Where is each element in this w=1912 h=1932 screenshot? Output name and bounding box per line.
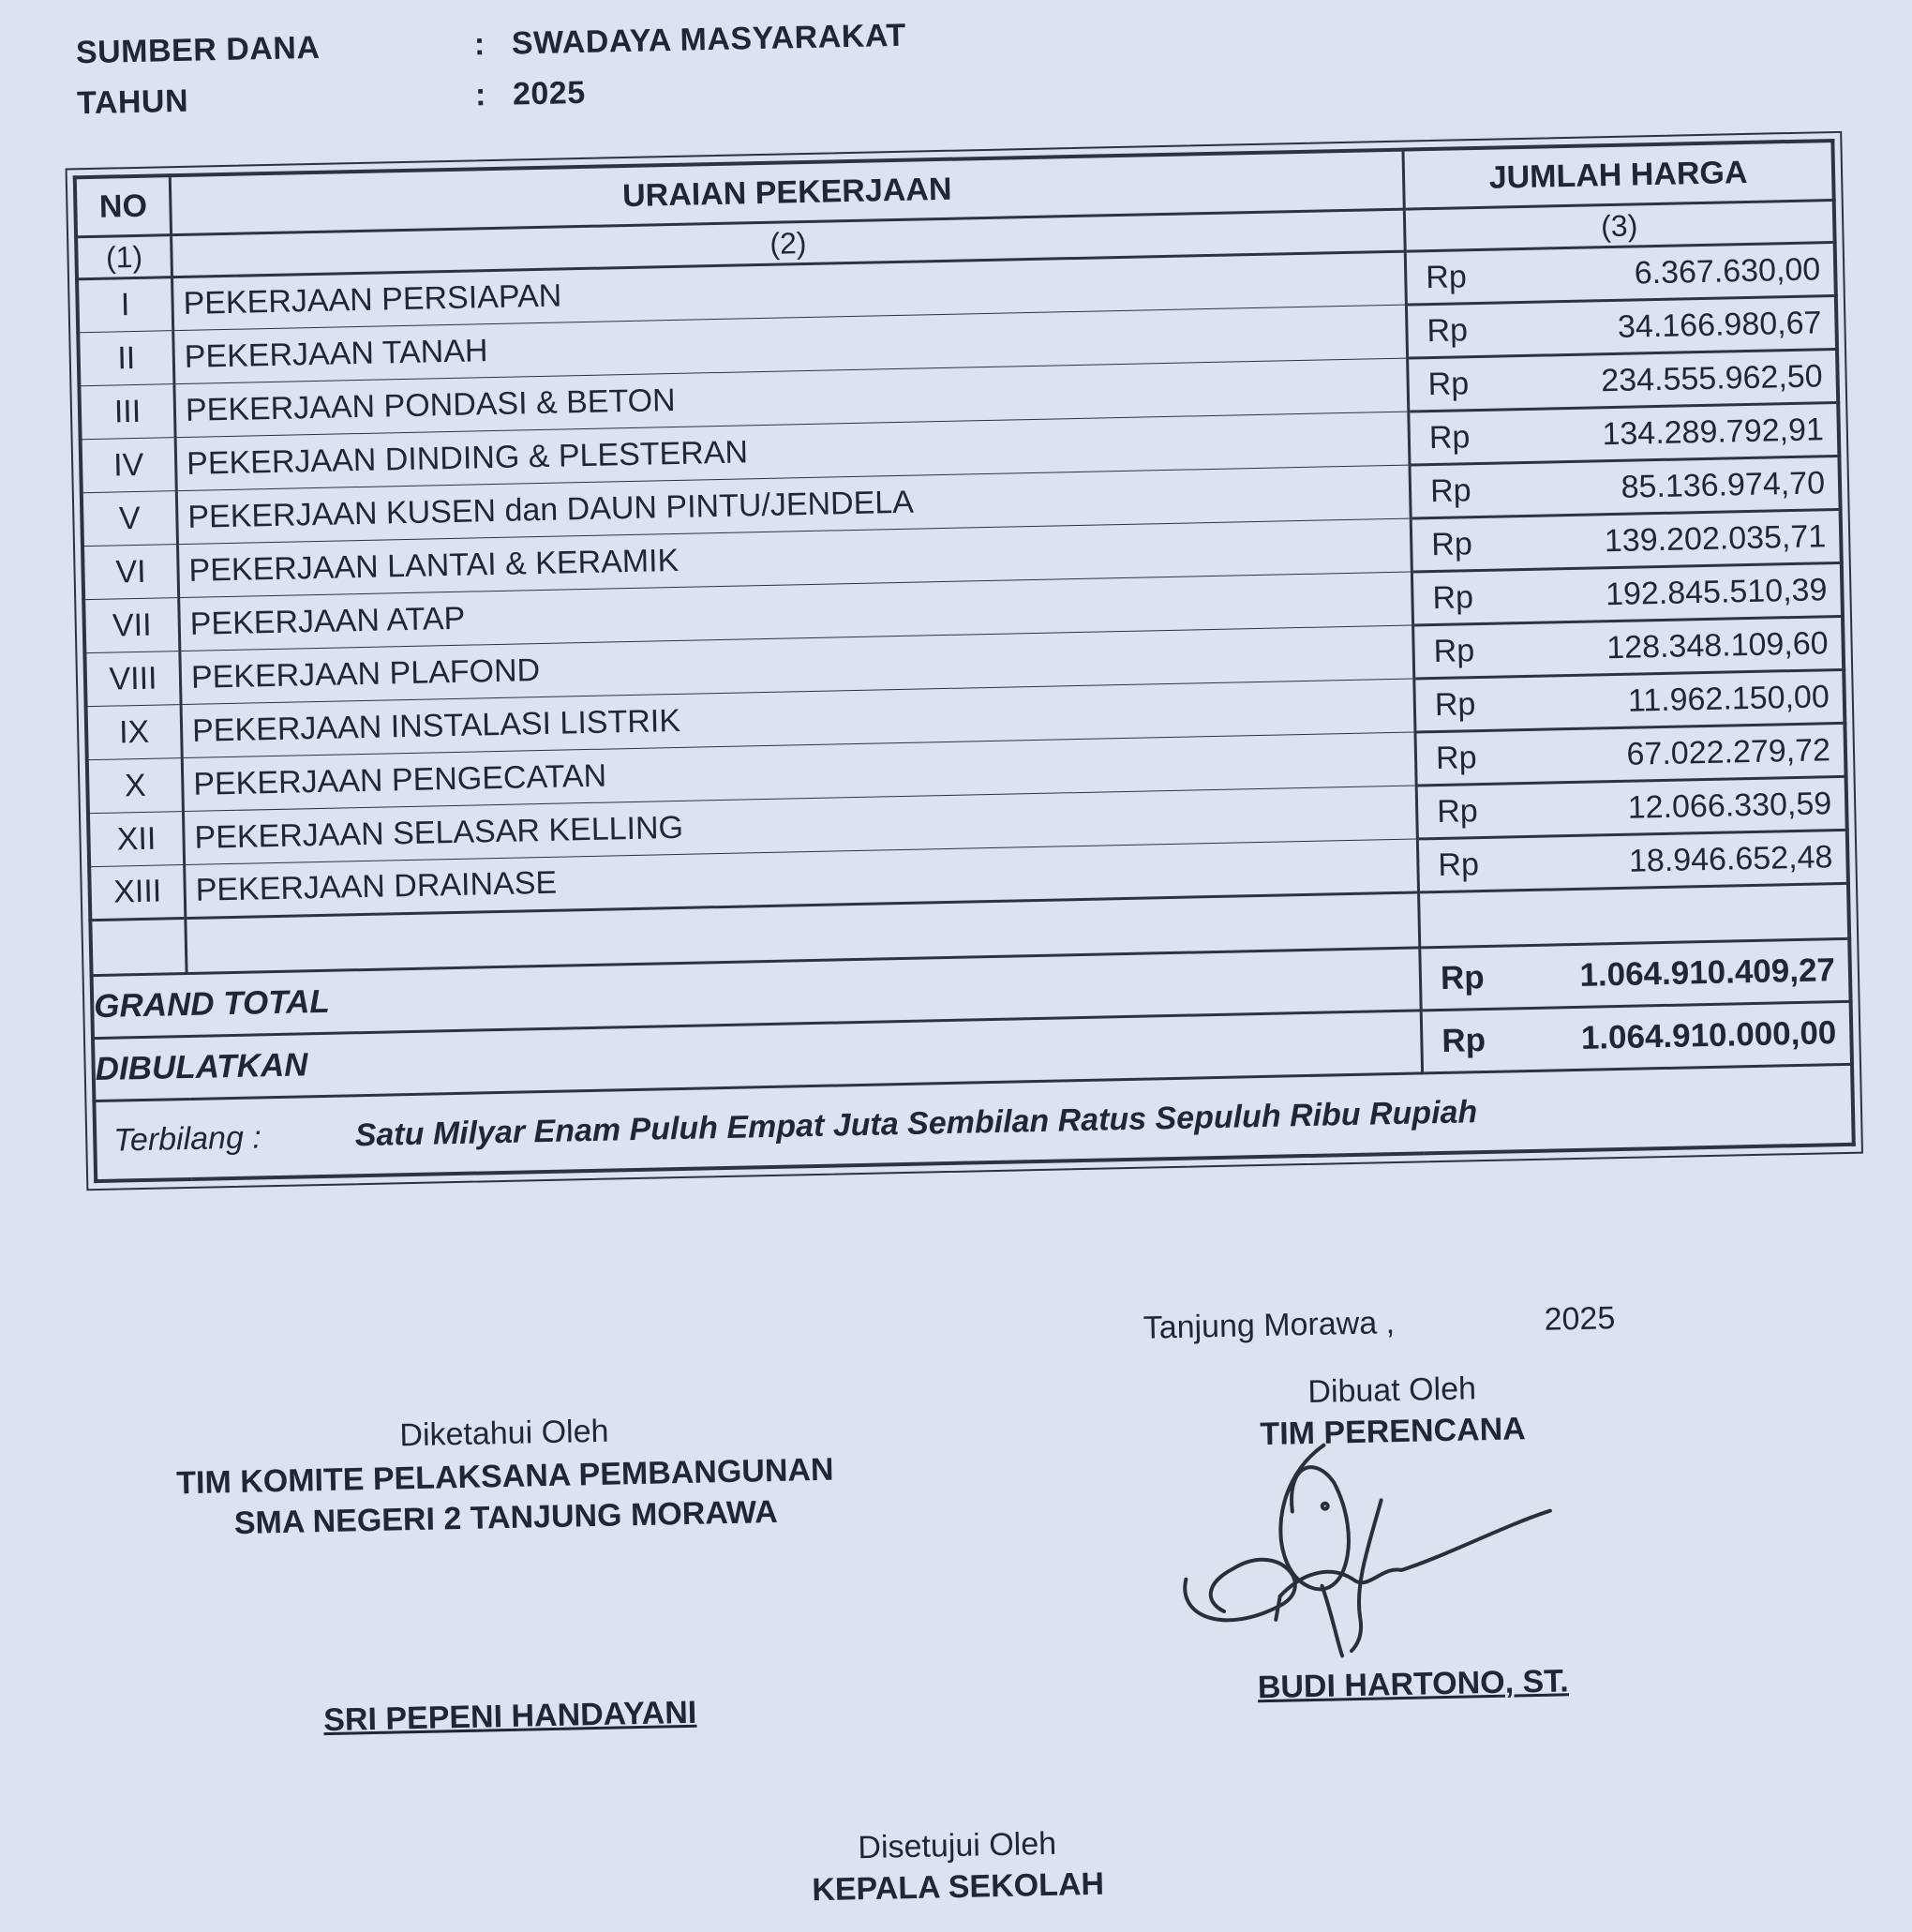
amount-value: 11.962.150,00 <box>1627 678 1830 719</box>
currency-label: Rp <box>1436 792 1479 830</box>
currency-label: Rp <box>1435 739 1477 776</box>
row-no: III <box>79 384 175 440</box>
committee-signer-name: SRI PEPENI HANDAYANI <box>322 1694 697 1739</box>
row-amount <box>1406 295 1837 358</box>
row-job: PEKERJAAN LANTAI & KERAMIK <box>177 518 1412 598</box>
amount-value: 134.289.792,91 <box>1602 411 1825 452</box>
row-amount <box>1410 456 1841 518</box>
currency-label: Rp <box>1440 959 1486 996</box>
grand-total-amount <box>1420 938 1851 1011</box>
row-job: PEKERJAAN INSTALASI LISTRIK <box>181 679 1415 758</box>
made-by-label: Dibuat Oleh <box>1307 1370 1477 1411</box>
row-no: XIII <box>89 865 186 921</box>
committee-name-line1: TIM KOMITE PELAKSANA PEMBANGUNAN <box>175 1451 834 1502</box>
row-job: PEKERJAAN PONDASI & BETON <box>174 358 1409 438</box>
amount-value: 67.022.279,72 <box>1626 731 1831 772</box>
row-amount <box>1417 830 1848 892</box>
amount-value: 128.348.109,60 <box>1606 624 1829 666</box>
col-number-amount: (3) <box>1404 201 1834 252</box>
planner-signer-name: BUDI HARTONO, ST. <box>1257 1663 1570 1706</box>
currency-label: Rp <box>1430 525 1473 562</box>
rounded-label: DIBULATKAN <box>93 1011 1423 1101</box>
planner-signature-image <box>1164 1421 1562 1664</box>
rounded-amount <box>1421 1001 1852 1073</box>
row-amount <box>1405 243 1836 306</box>
signing-year: 2025 <box>1544 1300 1616 1338</box>
row-amount <box>1411 509 1842 572</box>
row-no: VII <box>83 598 180 653</box>
amount-value: 34.166.980,67 <box>1617 304 1822 345</box>
row-job: PEKERJAAN SELASAR KELLING <box>183 786 1417 865</box>
row-no: V <box>82 491 178 547</box>
fund-source-value: SWADAYA MASYARAKAT <box>511 17 907 62</box>
amount-value: 6.367.630,00 <box>1634 250 1821 291</box>
currency-label: Rp <box>1427 365 1470 402</box>
committee-name-line2: SMA NEGERI 2 TANJUNG MORAWA <box>233 1493 779 1542</box>
currency-label: Rp <box>1427 311 1469 349</box>
currency-label: Rp <box>1438 846 1480 883</box>
currency-label: Rp <box>1434 685 1476 723</box>
fund-source-colon: : <box>473 26 486 63</box>
row-no: IV <box>81 438 177 493</box>
row-amount <box>1413 616 1845 679</box>
row-no: VIII <box>84 651 181 707</box>
planner-team-name: TIM PERENCANA <box>1260 1411 1527 1453</box>
row-amount <box>1414 669 1845 732</box>
col-header-amount: JUMLAH HARGA <box>1403 141 1834 209</box>
row-amount <box>1409 402 1840 465</box>
currency-label: Rp <box>1433 632 1475 669</box>
currency-label: Rp <box>1441 1021 1486 1059</box>
col-header-job: URAIAN PEKERJAAN <box>170 150 1404 235</box>
row-no: VI <box>82 545 179 600</box>
signing-place: Tanjung Morawa , <box>1143 1305 1396 1346</box>
row-amount <box>1415 723 1846 786</box>
row-no: X <box>87 758 184 814</box>
amount-value: 192.845.510,39 <box>1605 571 1828 612</box>
row-job: PEKERJAAN PERSIAPAN <box>172 251 1407 331</box>
cost-summary-table <box>73 139 1856 1183</box>
principal-title: KEPALA SEKOLAH <box>811 1865 1105 1909</box>
row-no: IX <box>86 705 183 760</box>
amount-value: 85.136.974,70 <box>1621 464 1826 505</box>
amount-in-words-value: Satu Milyar Enam Puluh Empat Juta Sembilan Ratus Sepuluh Ribu Rupiah <box>354 1093 1478 1153</box>
col-number-no: (1) <box>76 235 172 279</box>
row-job: PEKERJAAN PLAFOND <box>180 625 1414 705</box>
table-body <box>77 243 1849 976</box>
row-no: II <box>78 331 174 386</box>
known-by-label: Diketahui Oleh <box>399 1413 609 1454</box>
amount-value: 18.946.652,48 <box>1628 838 1833 879</box>
fund-source-row <box>76 18 906 72</box>
approved-by-label: Disetujui Oleh <box>858 1825 1057 1866</box>
year-colon: : <box>474 77 487 113</box>
row-job: PEKERJAAN KUSEN dan DAUN PINTU/JENDELA <box>176 465 1411 545</box>
year-row <box>77 75 586 122</box>
row-amount <box>1408 349 1839 412</box>
amount-value: 12.066.330,59 <box>1627 785 1832 826</box>
col-header-no: NO <box>75 175 172 237</box>
row-amount <box>1412 562 1843 625</box>
currency-label: Rp <box>1432 578 1474 616</box>
row-no: XII <box>88 812 185 867</box>
grand-total-value: 1.064.910.409,27 <box>1579 951 1836 994</box>
col-number-job: (2) <box>172 209 1406 277</box>
row-job: PEKERJAAN PENGECATAN <box>182 732 1416 812</box>
year-value: 2025 <box>512 74 587 112</box>
currency-label: Rp <box>1429 472 1471 509</box>
rounded-value: 1.064.910.000,00 <box>1580 1014 1837 1056</box>
row-job: PEKERJAAN DINDING & PLESTERAN <box>175 412 1410 491</box>
row-job: PEKERJAAN TANAH <box>173 305 1408 384</box>
row-job: PEKERJAAN DRAINASE <box>185 839 1419 919</box>
fund-source-label: SUMBER DANA <box>75 29 321 71</box>
amount-value: 139.202.035,71 <box>1604 517 1827 559</box>
row-amount <box>1416 776 1847 839</box>
year-label: TAHUN <box>76 82 189 122</box>
amount-value: 234.555.962,50 <box>1600 357 1823 398</box>
row-no: I <box>77 277 173 333</box>
row-job: PEKERJAAN ATAP <box>179 572 1413 651</box>
amount-in-words-label: Terbilang : <box>112 1118 262 1159</box>
grand-total-label: GRAND TOTAL <box>92 948 1422 1039</box>
currency-label: Rp <box>1428 418 1471 456</box>
currency-label: Rp <box>1425 258 1468 295</box>
